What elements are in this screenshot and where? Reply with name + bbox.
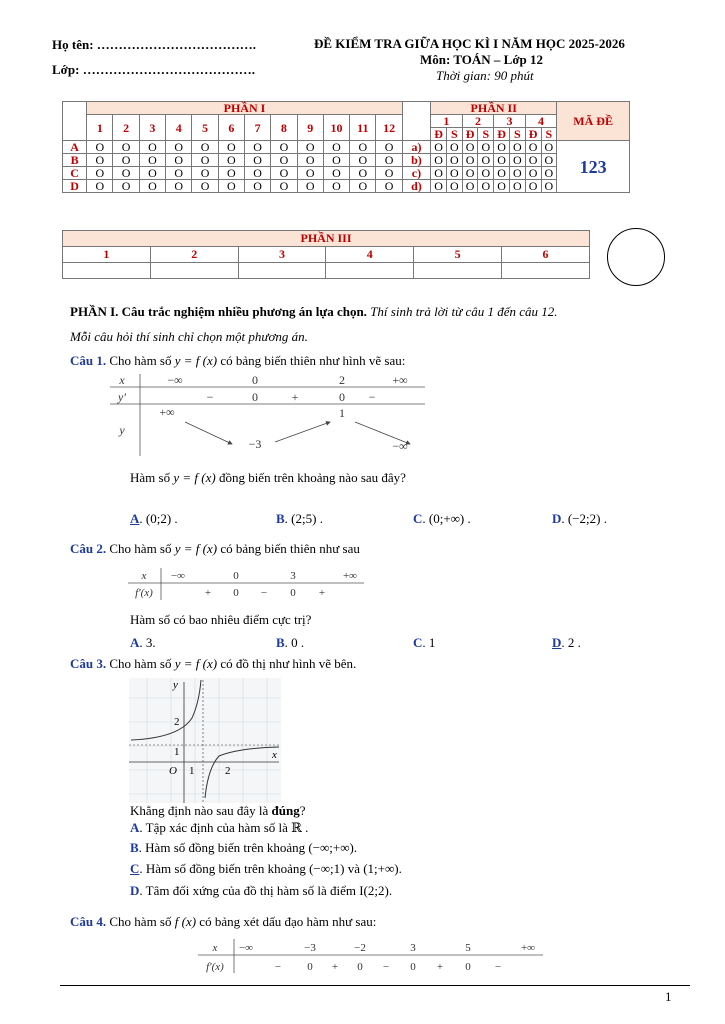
p1-bubble[interactable]: O [113, 154, 139, 167]
p3-answer-cell[interactable] [326, 263, 414, 279]
q1-sign: − [368, 390, 376, 404]
p2-true: Đ [431, 128, 447, 141]
q4-sign: + [436, 961, 444, 973]
q2-x-value: +∞ [342, 570, 358, 582]
code-label: MÃ ĐỀ [557, 102, 630, 141]
q4-sign: 0 [410, 961, 416, 973]
part1-header: PHẦN I [87, 102, 403, 115]
p2-bubble[interactable]: O [494, 180, 510, 193]
q3-graph [129, 678, 281, 803]
p2-bubble[interactable]: O [431, 167, 447, 180]
p2-bubble[interactable]: O [478, 154, 494, 167]
q3-tick-y1: 1 [174, 746, 180, 758]
p1-bubble[interactable]: O [271, 167, 297, 180]
p2-bubble[interactable]: O [446, 167, 462, 180]
p1-bubble[interactable]: O [244, 154, 270, 167]
p2-bubble[interactable]: O [494, 154, 510, 167]
q1-variation-table [110, 372, 425, 458]
p1-bubble[interactable]: O [192, 180, 218, 193]
p1-bubble[interactable]: O [113, 167, 139, 180]
p2-bubble[interactable]: O [478, 167, 494, 180]
q1-x-value: +∞ [392, 373, 408, 387]
p1-bubble[interactable]: O [113, 141, 139, 154]
p1-bubble[interactable]: O [323, 167, 349, 180]
q1-y-value: −3 [248, 437, 262, 451]
q4-sign: 0 [357, 961, 363, 973]
p1-col-num: 11 [350, 115, 376, 141]
p1-bubble[interactable]: O [113, 180, 139, 193]
q4-x-value: −∞ [238, 942, 254, 954]
p1-bubble[interactable]: O [376, 180, 402, 193]
p1-bubble[interactable]: O [139, 141, 165, 154]
p2-bubble[interactable]: O [462, 180, 478, 193]
p2-row-label: c) [402, 167, 430, 180]
q2-variation-table [128, 566, 364, 602]
p1-row-label: B [63, 154, 87, 167]
p1-bubble[interactable]: O [350, 154, 376, 167]
p1-bubble[interactable]: O [87, 180, 113, 193]
p1-col-num: 10 [323, 115, 349, 141]
p2-bubble[interactable]: O [446, 180, 462, 193]
p1-bubble[interactable]: O [87, 141, 113, 154]
p1-bubble[interactable]: O [376, 141, 402, 154]
q2-x-value: 3 [290, 570, 296, 582]
q1-sign: − [206, 390, 214, 404]
p1-bubble[interactable]: O [139, 154, 165, 167]
p1-bubble[interactable]: O [376, 154, 402, 167]
question-4: Câu 4. Cho hàm số f (x) có bảng xét dấu đạo hàm như sau: [70, 914, 377, 929]
q4-sign: 0 [307, 961, 313, 973]
p1-col-num: 7 [244, 115, 270, 141]
p3-col-num: 2 [150, 247, 238, 263]
p1-bubble[interactable]: O [323, 141, 349, 154]
p1-bubble[interactable]: O [323, 180, 349, 193]
p1-bubble[interactable]: O [350, 180, 376, 193]
q1-y-value: +∞ [159, 405, 175, 419]
exam-subject: Môn: TOÁN – Lớp 12 [420, 52, 544, 67]
q3-axis-x: x [272, 749, 277, 761]
p1-bubble[interactable]: O [244, 180, 270, 193]
p1-bubble[interactable]: O [192, 141, 218, 154]
q3-tick-x2: 2 [225, 765, 231, 777]
p1-row-label: D [63, 180, 87, 193]
p3-col-num: 3 [238, 247, 326, 263]
p2-true: Đ [494, 128, 510, 141]
p2-bubble[interactable]: O [446, 141, 462, 154]
q4-label-x: x [212, 942, 218, 954]
p1-bubble[interactable]: O [271, 154, 297, 167]
p2-bubble[interactable]: O [462, 141, 478, 154]
p1-bubble[interactable]: O [218, 154, 244, 167]
p2-bubble[interactable]: O [494, 167, 510, 180]
p3-col-num: 6 [501, 247, 589, 263]
p1-col-num: 1 [87, 115, 113, 141]
q2-sign: + [318, 587, 326, 599]
exam-title: ĐỀ KIỂM TRA GIỮA HỌC KÌ I NĂM HỌC 2025-2026 [314, 36, 625, 51]
name-field[interactable]: Họ tên: ………………………………. [52, 37, 257, 52]
q2-sign: + [204, 587, 212, 599]
p1-bubble[interactable]: O [271, 141, 297, 154]
question-1: Câu 1. Cho hàm số y = f (x) có bảng biến thiên như hình vẽ sau: [70, 353, 406, 368]
p1-bubble[interactable]: O [166, 154, 192, 167]
p2-row-label: b) [402, 154, 430, 167]
q3-option-d[interactable]: D. Tâm đối xứng của đồ thị hàm số là điểm I(2;2). [130, 883, 393, 898]
p3-col-num: 5 [414, 247, 502, 263]
q3-option-b[interactable]: B. Hàm số đồng biến trên khoảng (−∞;+∞). [130, 840, 358, 855]
part2-header: PHẦN II [431, 102, 557, 115]
q1-option-b[interactable]: B. (2;5) . [276, 511, 323, 526]
q3-option-c[interactable]: C. Hàm số đồng biến trên khoảng (−∞;1) và (1;+∞). [130, 861, 402, 876]
p2-bubble[interactable]: O [431, 154, 447, 167]
q3-option-a[interactable]: A. Tập xác định của hàm số là ℝ . [130, 820, 309, 835]
answer-sheet [62, 101, 630, 193]
q1-label-y: y [119, 423, 125, 437]
q4-sign: 0 [465, 961, 471, 973]
p3-answer-cell[interactable] [238, 263, 326, 279]
p2-bubble[interactable]: O [462, 167, 478, 180]
p1-bubble[interactable]: O [350, 167, 376, 180]
p1-bubble[interactable]: O [166, 167, 192, 180]
q4-x-value: −2 [354, 942, 366, 954]
q4-x-value: 5 [465, 942, 471, 954]
page-number: 1 [665, 989, 672, 1004]
p2-row-label: a) [402, 141, 430, 154]
q4-x-value: +∞ [520, 942, 536, 954]
q1-option-a[interactable]: A. (0;2) . [130, 511, 178, 526]
p2-bubble[interactable]: O [431, 141, 447, 154]
p1-row-label: A [63, 141, 87, 154]
p1-bubble[interactable]: O [166, 141, 192, 154]
q2-ask: Hàm số có bao nhiêu điểm cực trị? [130, 612, 312, 627]
p1-bubble[interactable]: O [297, 167, 323, 180]
q1-x-value: −∞ [167, 373, 183, 387]
part1-instructions: Mỗi câu hỏi thí sinh chỉ chọn một phương án. [70, 329, 308, 344]
p1-bubble[interactable]: O [192, 167, 218, 180]
p2-bubble[interactable]: O [431, 180, 447, 193]
p2-bubble[interactable]: O [541, 167, 557, 180]
p1-bubble[interactable]: O [350, 141, 376, 154]
p2-col-num: 1 [431, 115, 463, 128]
question-3: Câu 3. Cho hàm số y = f (x) có đồ thị như hình vẽ bên. [70, 656, 357, 671]
q1-label-x: x [119, 373, 125, 387]
q1-x-value: 2 [339, 373, 345, 387]
p1-col-num: 5 [192, 115, 218, 141]
p2-bubble[interactable]: O [509, 141, 525, 154]
footer-rule [60, 985, 690, 986]
p2-bubble[interactable]: O [494, 141, 510, 154]
p1-bubble[interactable]: O [192, 154, 218, 167]
q2-x-value: 0 [233, 570, 239, 582]
p3-answer-cell[interactable] [63, 263, 151, 279]
p3-answer-cell[interactable] [501, 263, 589, 279]
p1-bubble[interactable]: O [139, 167, 165, 180]
q1-option-c[interactable]: C. (0;+∞) . [413, 511, 471, 526]
p1-col-num: 8 [271, 115, 297, 141]
p3-answer-cell[interactable] [150, 263, 238, 279]
q2-option-b[interactable]: B. 0 . [276, 635, 305, 650]
p2-bubble[interactable]: O [509, 167, 525, 180]
p1-bubble[interactable]: O [297, 141, 323, 154]
p3-answer-cell[interactable] [414, 263, 502, 279]
p2-false: S [541, 128, 557, 141]
q2-label-x: x [141, 570, 147, 582]
p2-row-label: d) [402, 180, 430, 193]
q1-y-value: −∞ [392, 439, 408, 453]
q3-origin: O [169, 765, 177, 777]
p2-bubble[interactable]: O [541, 180, 557, 193]
p2-false: S [478, 128, 494, 141]
p2-bubble[interactable]: O [509, 180, 525, 193]
question-2: Câu 2. Cho hàm số y = f (x) có bảng biến thiên như sau [70, 541, 360, 556]
p2-col-num: 3 [494, 115, 526, 128]
p2-bubble[interactable]: O [478, 180, 494, 193]
q4-sign: − [494, 961, 502, 973]
part1-heading: PHẦN I. Câu trắc nghiệm nhiều phương án lựa chọn. Thí sinh trả lời từ câu 1 đến câu 12. [70, 304, 558, 319]
p1-col-num: 4 [166, 115, 192, 141]
exam-code: 123 [557, 141, 630, 193]
q4-x-value: −3 [304, 942, 316, 954]
p2-bubble[interactable]: O [541, 154, 557, 167]
p1-bubble[interactable]: O [297, 180, 323, 193]
p2-bubble[interactable]: O [541, 141, 557, 154]
q4-sign: + [331, 961, 339, 973]
q1-option-d[interactable]: D. (−2;2) . [552, 511, 607, 526]
q3-tick-y2: 2 [174, 716, 180, 728]
p3-col-num: 4 [326, 247, 414, 263]
q2-sign: − [260, 587, 268, 599]
part3-header: PHẦN III [63, 231, 590, 247]
q1-sign: 0 [339, 390, 345, 404]
p1-bubble[interactable]: O [218, 167, 244, 180]
p1-bubble[interactable]: O [376, 167, 402, 180]
q2-sign: 0 [233, 587, 239, 599]
p1-bubble[interactable]: O [218, 180, 244, 193]
exam-time: Thời gian: 90 phút [436, 68, 534, 83]
p1-col-num: 12 [376, 115, 402, 141]
p1-bubble[interactable]: O [87, 167, 113, 180]
q2-x-value: −∞ [170, 570, 186, 582]
q4-label-fp: f′(x) [206, 961, 224, 973]
class-field[interactable]: Lớp: …………………………………. [52, 62, 255, 77]
q2-sign: 0 [290, 587, 296, 599]
p2-bubble[interactable]: O [525, 167, 541, 180]
q4-sign: − [274, 961, 282, 973]
q1-y-value: 1 [339, 406, 345, 420]
q3-tick-x1: 1 [189, 765, 195, 777]
p2-false: S [509, 128, 525, 141]
q1-x-value: 0 [252, 373, 258, 387]
q1-ask: Hàm số y = f (x) đồng biến trên khoảng nào sau đây? [130, 470, 406, 485]
q1-label-yp: y′ [118, 390, 126, 404]
p1-col-num: 9 [297, 115, 323, 141]
q2-option-c[interactable]: C. 1 [413, 635, 436, 650]
p1-col-num: 2 [113, 115, 139, 141]
p2-bubble[interactable]: O [509, 154, 525, 167]
q4-x-value: 3 [410, 942, 416, 954]
p2-true: Đ [462, 128, 478, 141]
p1-bubble[interactable]: O [244, 167, 270, 180]
p1-bubble[interactable]: O [139, 180, 165, 193]
q4-sign-table [198, 937, 543, 975]
p1-bubble[interactable]: O [166, 180, 192, 193]
q1-sign: 0 [252, 390, 258, 404]
q2-option-d[interactable]: D. 2 . [552, 635, 581, 650]
p2-bubble[interactable]: O [525, 154, 541, 167]
p2-true: Đ [525, 128, 541, 141]
p2-bubble[interactable]: O [462, 154, 478, 167]
p1-bubble[interactable]: O [87, 154, 113, 167]
p1-col-num: 3 [139, 115, 165, 141]
q3-axis-y: y [173, 679, 178, 691]
p2-bubble[interactable]: O [478, 141, 494, 154]
q4-sign: − [382, 961, 390, 973]
p1-bubble[interactable]: O [244, 141, 270, 154]
p1-row-label: C [63, 167, 87, 180]
p2-bubble[interactable]: O [446, 154, 462, 167]
part3-sheet [62, 230, 590, 279]
q3-ask: Khẳng định nào sau đây là đúng? [130, 803, 306, 818]
p2-false: S [446, 128, 462, 141]
score-circle [607, 228, 665, 286]
p3-col-num: 1 [63, 247, 151, 263]
p1-bubble[interactable]: O [323, 154, 349, 167]
q2-label-fp: f′(x) [135, 587, 153, 599]
p1-bubble[interactable]: O [297, 154, 323, 167]
p2-col-num: 2 [462, 115, 494, 128]
q2-option-a[interactable]: A. 3. [130, 635, 156, 650]
p2-bubble[interactable]: O [525, 180, 541, 193]
p1-bubble[interactable]: O [218, 141, 244, 154]
q1-sign: + [291, 390, 299, 404]
p1-bubble[interactable]: O [271, 180, 297, 193]
p2-bubble[interactable]: O [525, 141, 541, 154]
p2-col-num: 4 [525, 115, 557, 128]
p1-col-num: 6 [218, 115, 244, 141]
